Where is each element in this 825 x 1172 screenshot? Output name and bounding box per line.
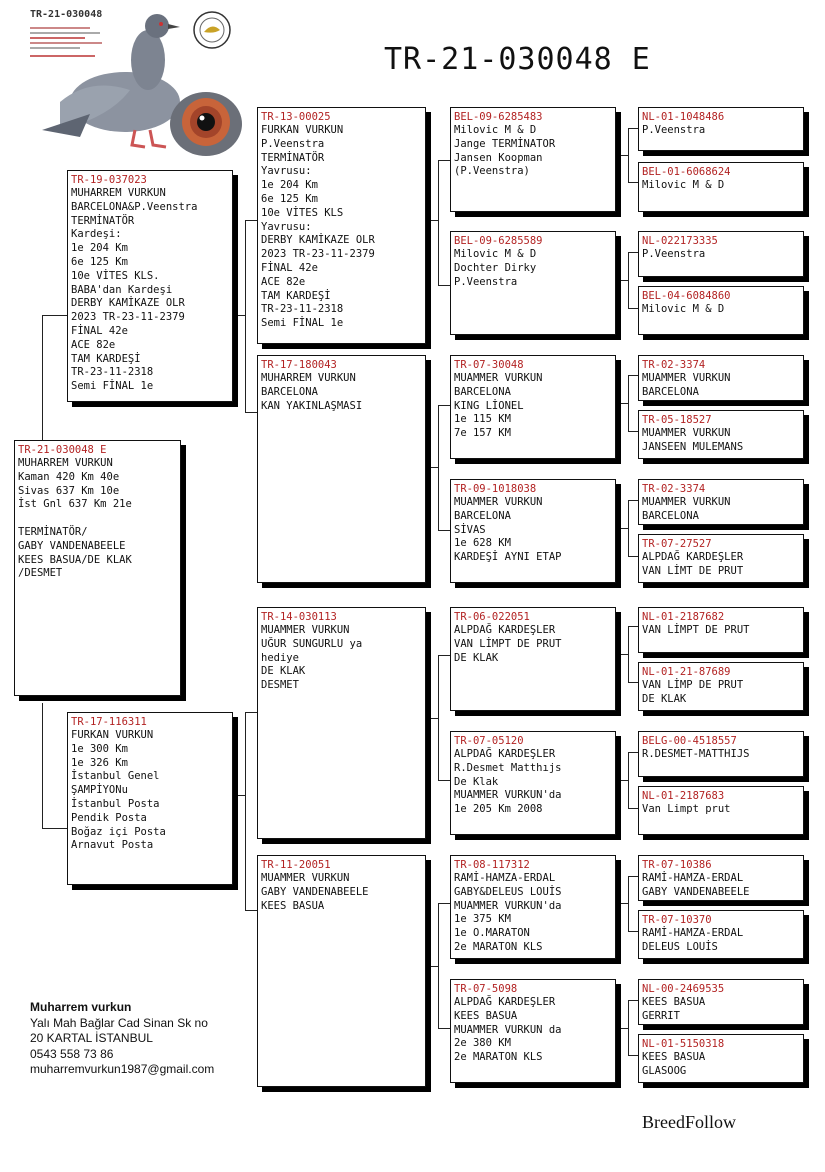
pigeon-details: ALPDAĞ KARDEŞLER VAN LİMPT DE PRUT DE KLAK [454,624,562,664]
pedigree-card-g4[interactable] [638,286,804,335]
connector-line [42,828,68,829]
pigeon-details: FURKAN VURKUN 1e 300 Km 1e 326 Km İstanbul Genel ŞAMPİYONu İstanbul Posta Pendik Posta Boğaz içi Posta Arnavut Posta [71,729,166,852]
connector-line [616,403,628,404]
pedigree-card-g10[interactable] [638,662,804,711]
connector-line [426,966,438,967]
connector-line [245,220,246,412]
connector-line [438,405,439,530]
connector-line [628,308,638,309]
connector-line [426,718,438,719]
connector-line [245,412,257,413]
pigeon-details: MUHARREM VURKUN Kaman 420 Km 40e Sivas 637 Km 10e İst Gnl 637 Km 21e TERMİNATÖR/ GABY VANDENABEELE KEES BASUA/DE KLAK /DESMET [18,457,132,580]
connector-line [628,1055,638,1056]
connector-line [616,528,628,529]
pedigree-card-sire[interactable] [67,170,233,402]
connector-line [628,128,638,129]
connector-line [438,655,450,656]
connector-line [628,431,638,432]
pigeon-photo [20,2,250,162]
connector-line [616,780,628,781]
owner-address-line2: 20 KARTAL İSTANBUL [30,1031,153,1045]
ring-number: NL-01-1048486 [642,111,725,123]
connector-line [426,220,438,221]
ring-number: TR-13-00025 [261,111,331,123]
pigeon-details: R.DESMET-MATTHIJS [642,748,750,760]
pigeon-details: MUAMMER VURKUN JANSEEN MULEMANS [642,427,744,453]
pigeon-details: MUAMMER VURKUN GABY VANDENABEELE KEES BASUA [261,872,369,912]
ring-number: BEL-09-6285589 [454,235,543,247]
connector-line [628,876,638,877]
pigeon-details: ALPDAĞ KARDEŞLER R.Desmet Matthıjs De Klak MUAMMER VURKUN'da 1e 205 Km 2008 [454,748,562,816]
ring-number: TR-14-030113 [261,611,337,623]
pigeon-details: Milovic M & D [642,303,725,315]
connector-line [628,128,629,182]
connector-line [628,752,629,808]
pigeon-details: RAMİ-HAMZA-ERDAL DELEUS LOUİS [642,927,744,953]
ring-number: TR-08-117312 [454,859,530,871]
pedigree-card-g16[interactable] [638,1034,804,1083]
pedigree-card-ggp5[interactable] [450,607,616,711]
pedigree-card-sire-dam[interactable] [257,355,426,583]
pigeon-details: MUHARREM VURKUN BARCELONA&P.Veenstra TERMİNATÖR Kardeşi: 1e 204 Km 6e 125 Km 10e VİTES KLS. BABA'dan Kardeşi DERBY KAMİKAZE OLR 2023 TR-23-11-2379 FİNAL 42e ACE 82e TAM KARDEŞİ TR-23-11-2318 Semi FİNAL 1e [71,187,198,393]
pedigree-card-g9[interactable] [638,607,804,653]
connector-line [438,285,450,286]
ring-number: TR-07-5098 [454,983,518,995]
owner-name: Muharrem vurkun [30,1000,132,1014]
ring-number: BEL-04-6084860 [642,290,731,302]
pedigree-card-ggp2[interactable] [450,231,616,335]
pedigree-card-g5[interactable] [638,355,804,401]
pedigree-card-g1[interactable] [638,107,804,151]
owner-email[interactable]: muharremvurkun1987@gmail.com [30,1062,215,1076]
ring-number: TR-19-037023 [71,174,147,186]
club-logo-icon [192,10,232,50]
connector-line [628,1000,638,1001]
pedigree-card-g7[interactable] [638,479,804,525]
connector-line [628,682,638,683]
connector-line [616,155,628,156]
pedigree-card-dam-dam[interactable] [257,855,426,1087]
connector-line [245,910,257,911]
pedigree-card-g3[interactable] [638,231,804,277]
pedigree-card-sire-sire[interactable] [257,107,426,344]
connector-line [438,1028,450,1029]
owner-contact [30,1000,214,1078]
ring-number: BELG-00-4518557 [642,735,737,747]
ring-number: TR-17-116311 [71,716,147,728]
pigeon-details: FURKAN VURKUN P.Veenstra TERMİNATÖR Yavrusu: 1e 204 Km 6e 125 Km 10e VİTES KLS Yavrusu: DERBY KAMİKAZE OLR 2023 TR-23-11-2379 FİNAL 42e ACE 82e TAM KARDEŞİ TR-23-11-2318 Semi FİNAL 1e [261,124,375,330]
connector-line [438,780,450,781]
connector-line [628,252,638,253]
ring-number: TR-05-18527 [642,414,712,426]
pigeon-details: MUAMMER VURKUN BARCELONA SİVAS 1e 628 KM KARDEŞİ AYNI ETAP [454,496,562,564]
connector-line [616,280,628,281]
ring-number: NL-01-2187682 [642,611,725,623]
connector-line [42,315,68,316]
connector-line [233,795,245,796]
connector-line [438,655,439,780]
pigeon-details: MUHARREM VURKUN BARCELONA KAN YAKINLAŞMASI [261,372,363,412]
pedigree-card-g13[interactable] [638,855,804,901]
connector-line [628,626,638,627]
connector-line [628,252,629,308]
pigeon-details: P.Veenstra [642,248,706,260]
pigeon-details: KEES BASUA GLASOOG [642,1051,706,1077]
connector-line [616,903,628,904]
connector-line [616,654,628,655]
ring-number: TR-07-05120 [454,735,524,747]
ring-number: TR-07-30048 [454,359,524,371]
ring-number: TR-06-022051 [454,611,530,623]
ring-number: NL-01-5150318 [642,1038,725,1050]
connector-line [628,500,629,556]
connector-line [628,375,629,431]
connector-line [628,1000,629,1055]
ring-number: TR-17-180043 [261,359,337,371]
connector-line [628,931,638,932]
pigeon-details: Milovic M & D Jange TERMİNATOR Jansen Koopman (P.Veenstra) [454,124,556,178]
connector-line [628,626,629,682]
owner-address-line1: Yalı Mah Bağlar Cad Sinan Sk no [30,1015,208,1030]
pigeon-details: ALPDAĞ KARDEŞLER VAN LİMT DE PRUT [642,551,744,577]
connector-line [628,182,638,183]
pigeon-details: Van Limpt prut [642,803,731,815]
connector-line [438,405,450,406]
ring-number: TR-02-3374 [642,359,706,371]
ring-number: TR-07-27527 [642,538,712,550]
pigeon-details: VAN LİMPT DE PRUT [642,624,750,636]
ring-number: NL-00-2469535 [642,983,725,995]
pedigree-card-ggp3[interactable] [450,355,616,459]
pigeon-details: MUAMMER VURKUN BARCELONA KING LİONEL 1e 115 KM 7e 157 KM [454,372,543,440]
pedigree-card-ggp1[interactable] [450,107,616,212]
pigeon-details: MUAMMER VURKUN BARCELONA [642,372,731,398]
pedigree-card-ggp8[interactable] [450,979,616,1083]
connector-line [438,160,439,285]
pigeon-details: P.Veenstra [642,124,706,136]
pedigree-card-g6[interactable] [638,410,804,459]
connector-line [616,1028,628,1029]
pedigree-card-subject[interactable] [14,440,181,696]
connector-line [233,315,245,316]
connector-line [628,876,629,931]
pedigree-card-g12[interactable] [638,786,804,835]
pedigree-card-dam[interactable] [67,712,233,885]
connector-line [245,220,257,221]
connector-line [438,160,450,161]
ring-number: TR-07-10370 [642,914,712,926]
ring-number: TR-02-3374 [642,483,706,495]
ring-number: NL-01-2187683 [642,790,725,802]
pigeon-details: RAMİ-HAMZA-ERDAL GABY&DELEUS LOUİS MUAMMER VURKUN'da 1e 375 KM 1e O.MARATON 2e MARATON KLS [454,872,562,953]
pigeon-details: Milovic M & D Dochter Dirky P.Veenstra [454,248,537,288]
ring-number: TR-09-1018038 [454,483,537,495]
pedigree-card-g2[interactable] [638,162,804,212]
connector-line [628,752,638,753]
connector-line [628,500,638,501]
ring-number: NL-01-21-87689 [642,666,731,678]
photo-caption: TR-21-030048 [30,9,103,20]
connector-line [438,530,450,531]
ring-number: TR-11-20051 [261,859,331,871]
pigeon-details: MUAMMER VURKUN UĞUR SUNGURLU ya hediye DE KLAK DESMET [261,624,363,692]
connector-line [628,375,638,376]
pedigree-card-g14[interactable] [638,910,804,959]
pedigree-card-dam-sire[interactable] [257,607,426,839]
pigeon-eye-image [168,90,244,158]
ring-number: TR-21-030048 E [18,444,107,456]
ring-number: BEL-09-6285483 [454,111,543,123]
connector-line [438,903,450,904]
pedigree-card-g8[interactable] [638,534,804,583]
connector-line [628,808,638,809]
pedigree-card-g15[interactable] [638,979,804,1025]
pigeon-details: MUAMMER VURKUN BARCELONA [642,496,731,522]
connector-line [245,712,257,713]
pigeon-details: RAMİ-HAMZA-ERDAL GABY VANDENABEELE [642,872,750,898]
ring-number: NL-022173335 [642,235,718,247]
ring-number: TR-07-10386 [642,859,712,871]
connector-line [438,903,439,1028]
pedigree-card-g11[interactable] [638,731,804,777]
pigeon-details: Milovic M & D [642,179,725,191]
pedigree-title: TR-21-030048 E [384,42,651,77]
connector-line [42,315,43,440]
brand-footer: BreedFollow [642,1112,736,1132]
pedigree-card-ggp6[interactable] [450,731,616,835]
pedigree-card-ggp7[interactable] [450,855,616,959]
pigeon-details: KEES BASUA GERRIT [642,996,706,1022]
ring-number: BEL-01-6068624 [642,166,731,178]
pigeon-details: ALPDAĞ KARDEŞLER KEES BASUA MUAMMER VURKUN da 2e 380 KM 2e MARATON KLS [454,996,562,1064]
connector-line [628,556,638,557]
pedigree-card-ggp4[interactable] [450,479,616,583]
connector-line [426,467,438,468]
pigeon-details: VAN LİMP DE PRUT DE KLAK [642,679,744,705]
connector-line [245,712,246,910]
owner-phone: 0543 558 73 86 [30,1046,114,1061]
connector-line [42,703,43,828]
